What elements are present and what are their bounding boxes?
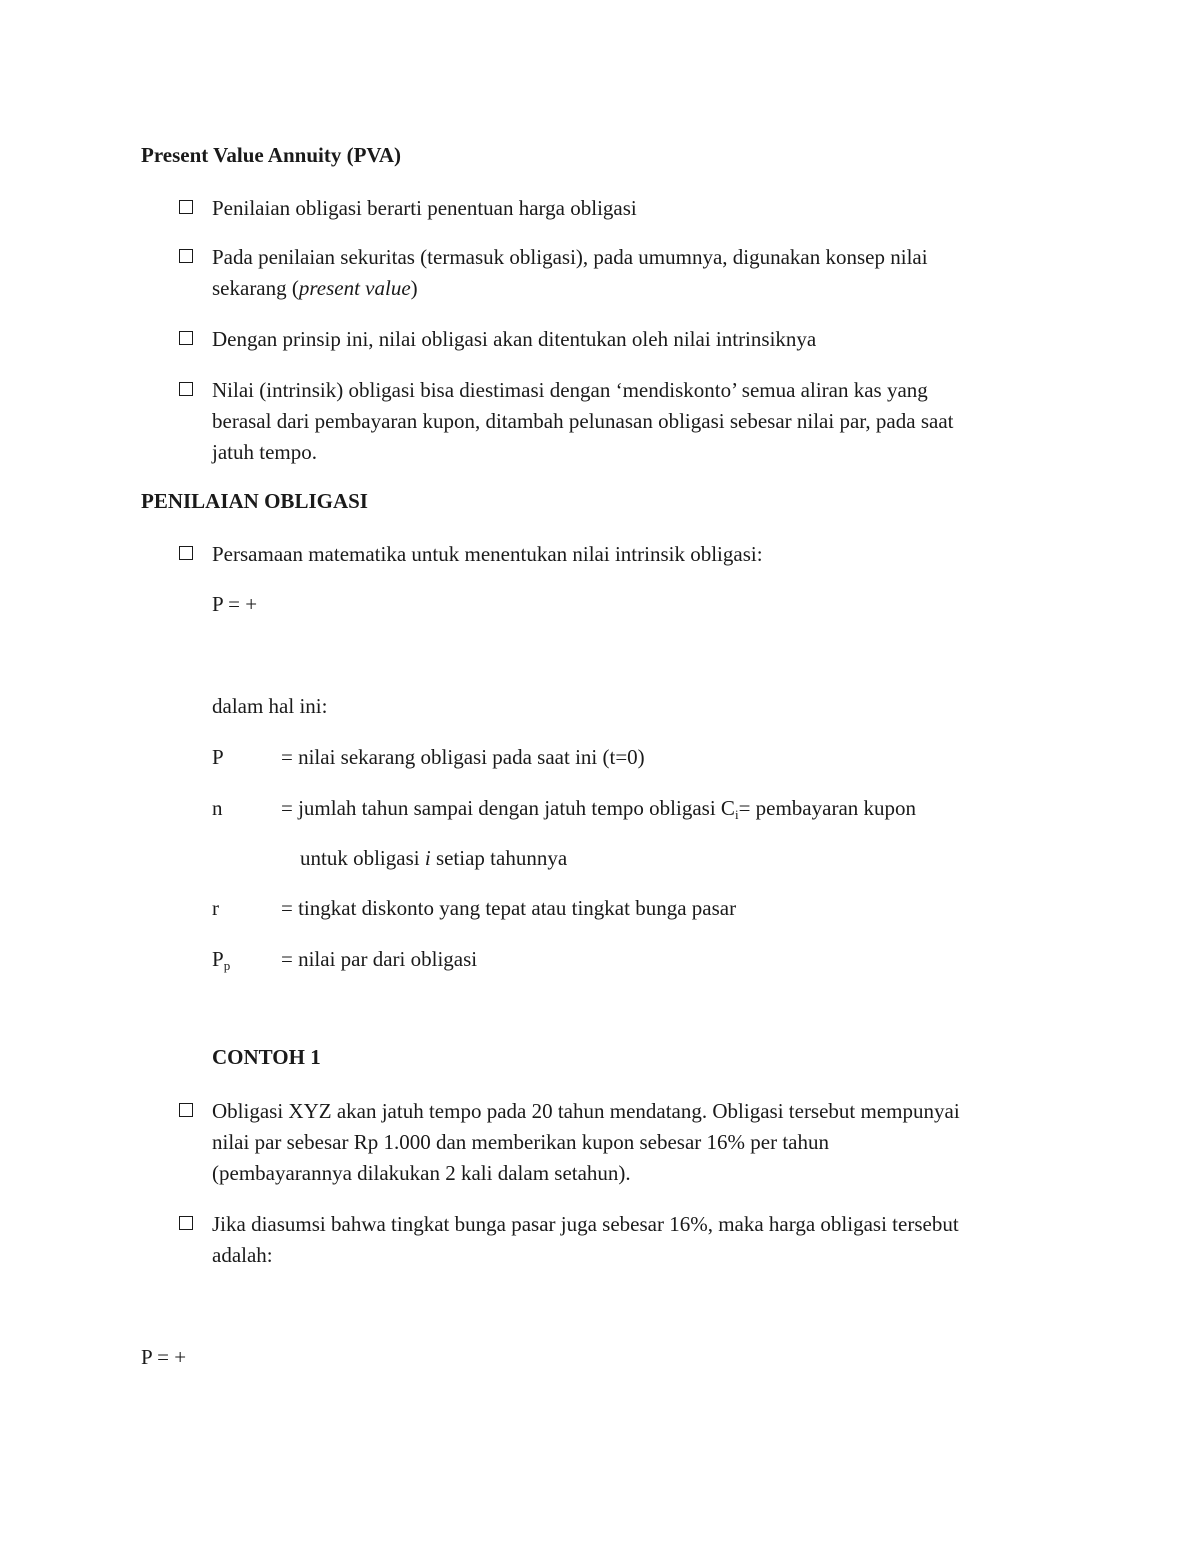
bullet-text-line: jatuh tempo. — [212, 440, 317, 464]
subscript: p — [223, 958, 231, 973]
bullet-text: Persamaan matematika untuk menentukan nilai intrinsik obligasi: — [212, 542, 763, 566]
formula: P = + — [141, 1345, 187, 1369]
italic-term: present value — [298, 276, 411, 300]
definition-text: = nilai par dari obligasi — [281, 947, 478, 971]
checkbox-bullet-icon — [179, 382, 193, 396]
italic-variable: i — [424, 846, 431, 870]
bullet-text: Obligasi XYZ akan jatuh tempo pada 20 tahun mendatang. Obligasi tersebut mempunyai — [212, 1099, 960, 1123]
definition-term: n — [212, 796, 223, 820]
bullet-text-line: nilai par sebesar Rp 1.000 dan memberikan kupon sebesar 16% per tahun — [212, 1130, 829, 1154]
bullet-text-line: adalah: — [212, 1243, 273, 1267]
checkbox-bullet-icon — [179, 546, 193, 560]
definition-text: = tingkat diskonto yang tepat atau tingkat bunga pasar — [281, 896, 737, 920]
checkbox-bullet-icon — [179, 1103, 193, 1117]
definition-text: = jumlah tahun sampai dengan jatuh tempo obligasi $C_i=$ pembayaran kupon — [281, 796, 917, 822]
definition-term: P — [212, 745, 224, 769]
checkbox-bullet-icon — [179, 249, 193, 263]
subscript: i — [734, 807, 739, 822]
section-title-penilaian: PENILAIAN OBLIGASI — [141, 489, 368, 513]
checkbox-bullet-icon — [179, 331, 193, 345]
checkbox-bullet-icon — [179, 1216, 193, 1230]
definition-term: r — [212, 896, 219, 920]
definitions-intro: dalam hal ini: — [212, 694, 328, 718]
bullet-text: Jika diasumsi bahwa tingkat bunga pasar juga sebesar 16%, maka harga obligasi tersebut — [212, 1212, 959, 1236]
bullet-text-line: sekarang (present value) — [212, 276, 418, 300]
bullet-text: Pada penilaian sekuritas (termasuk obligasi), pada umumnya, digunakan konsep nilai — [212, 245, 928, 269]
section-title-pva: Present Value Annuity (PVA) — [141, 143, 402, 167]
section-title-contoh: CONTOH 1 — [212, 1045, 321, 1069]
definition-text: = nilai sekarang obligasi pada saat ini (t=0) — [281, 745, 645, 769]
checkbox-bullet-icon — [179, 200, 193, 214]
definition-term: $P_p$ — [212, 947, 231, 973]
formula: P = + — [212, 592, 258, 616]
definition-continuation: untuk obligasi i setiap tahunnya — [300, 846, 568, 870]
bullet-text: Dengan prinsip ini, nilai obligasi akan ditentukan oleh nilai intrinsiknya — [212, 327, 817, 351]
bullet-text-line: berasal dari pembayaran kupon, ditambah pelunasan obligasi sebesar nilai par, pada saat — [212, 409, 954, 433]
bullet-text-line: (pembayarannya dilakukan 2 kali dalam setahun). — [212, 1161, 631, 1185]
bullet-text: Penilaian obligasi berarti penentuan harga obligasi — [212, 196, 637, 220]
bullet-text: Nilai (intrinsik) obligasi bisa diestimasi dengan ‘mendiskonto’ semua aliran kas yang — [212, 378, 928, 402]
